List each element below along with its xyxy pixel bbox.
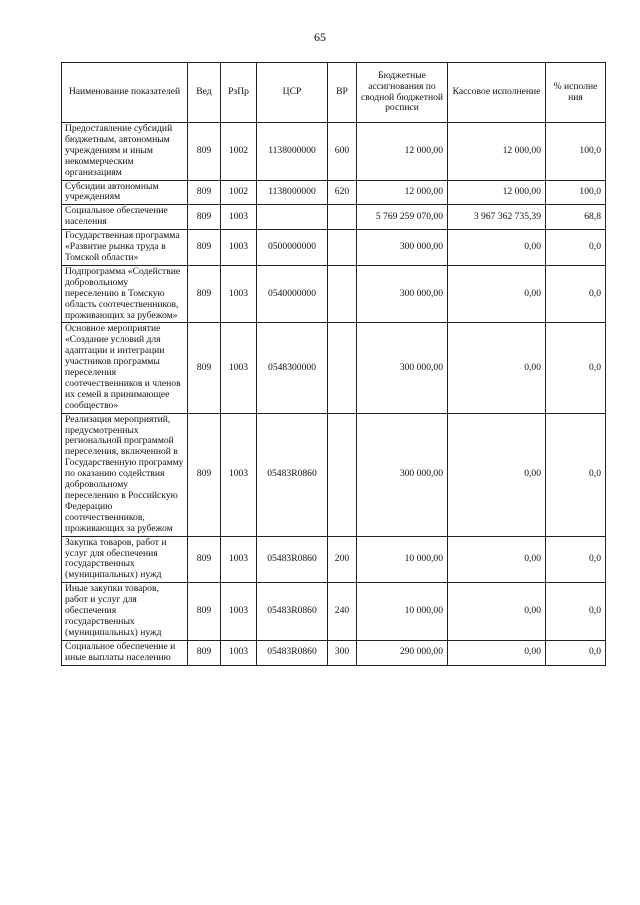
row-budget: 12 000,00 [357, 123, 448, 181]
table-row [62, 536, 606, 583]
row-name: Социальное обеспечение населения [62, 205, 188, 230]
row-rzpr: 1003 [221, 323, 257, 413]
row-name: Государственная программа «Развитие рынка труда в Томской области» [62, 230, 188, 266]
row-csr: 0540000000 [257, 265, 328, 323]
row-budget: 300 000,00 [357, 323, 448, 413]
row-csr: 05483R0860 [257, 640, 328, 665]
row-name: Социальное обеспечение и иные выплаты населению [62, 640, 188, 665]
row-csr: 1138000000 [257, 180, 328, 205]
row-csr: 05483R0860 [257, 536, 328, 583]
row-name: Предоставление субсидий бюджетным, автономным учреждениям и иным некоммерческим организациям [62, 123, 188, 181]
row-cash: 0,00 [448, 230, 546, 266]
row-percent: 100,0 [546, 180, 606, 205]
budget-execution-table [61, 62, 606, 666]
row-rzpr: 1003 [221, 640, 257, 665]
table-row [62, 583, 606, 641]
table-row [62, 640, 606, 665]
row-name: Закупка товаров, работ и услуг для обеспечения государственных (муниципальных) нужд [62, 536, 188, 583]
row-ved: 809 [188, 180, 221, 205]
row-ved: 809 [188, 265, 221, 323]
row-csr: 0548300000 [257, 323, 328, 413]
row-vr [328, 205, 357, 230]
row-budget: 300 000,00 [357, 230, 448, 266]
row-percent: 0,0 [546, 640, 606, 665]
row-rzpr: 1002 [221, 123, 257, 181]
header-budget: Бюджетные ассигнования по сводной бюджетной росписи [357, 63, 448, 123]
row-rzpr: 1003 [221, 413, 257, 536]
row-cash: 0,00 [448, 413, 546, 536]
row-cash: 0,00 [448, 265, 546, 323]
row-cash: 0,00 [448, 640, 546, 665]
row-cash: 0,00 [448, 536, 546, 583]
row-ved: 809 [188, 205, 221, 230]
table-row [62, 180, 606, 205]
row-vr [328, 230, 357, 266]
row-vr: 620 [328, 180, 357, 205]
row-ved: 809 [188, 536, 221, 583]
row-rzpr: 1003 [221, 230, 257, 266]
row-vr: 200 [328, 536, 357, 583]
row-rzpr: 1003 [221, 205, 257, 230]
header-name: Наименование показателей [62, 63, 188, 123]
row-budget: 300 000,00 [357, 413, 448, 536]
row-ved: 809 [188, 323, 221, 413]
table-header-row [62, 63, 606, 123]
row-budget: 10 000,00 [357, 536, 448, 583]
row-cash: 3 967 362 735,39 [448, 205, 546, 230]
row-percent: 0,0 [546, 230, 606, 266]
row-percent: 68,8 [546, 205, 606, 230]
row-budget: 5 769 259 070,00 [357, 205, 448, 230]
row-name: Основное мероприятие «Создание условий для адаптации и интеграции участников программы переселения соотечественников и членов их семей в принимающее сообщество» [62, 323, 188, 413]
row-percent: 0,0 [546, 413, 606, 536]
header-percent: % исполне ния [546, 63, 606, 123]
row-rzpr: 1003 [221, 536, 257, 583]
row-budget: 300 000,00 [357, 265, 448, 323]
row-budget: 10 000,00 [357, 583, 448, 641]
row-csr: 05483R0860 [257, 583, 328, 641]
row-percent: 100,0 [546, 123, 606, 181]
row-name: Иные закупки товаров, работ и услуг для обеспечения государственных (муниципальных) нужд [62, 583, 188, 641]
header-ved: Вед [188, 63, 221, 123]
table-row [62, 323, 606, 413]
row-rzpr: 1003 [221, 265, 257, 323]
row-rzpr: 1002 [221, 180, 257, 205]
row-csr [257, 205, 328, 230]
header-vr: ВР [328, 63, 357, 123]
table-row [62, 205, 606, 230]
row-name: Реализация мероприятий, предусмотренных региональной программой переселения, включенной в Государственную программу по оказанию содействия добровольному переселению в Российскую Федерацию соотечественников, проживающих за рубежом [62, 413, 188, 536]
row-percent: 0,0 [546, 583, 606, 641]
table-row [62, 123, 606, 181]
row-cash: 0,00 [448, 323, 546, 413]
row-percent: 0,0 [546, 265, 606, 323]
row-vr [328, 413, 357, 536]
header-cash: Кассовое исполнение [448, 63, 546, 123]
page-number: 65 [314, 30, 326, 44]
row-csr: 1138000000 [257, 123, 328, 181]
row-vr [328, 265, 357, 323]
table-row [62, 265, 606, 323]
row-csr: 05483R0860 [257, 413, 328, 536]
row-name: Субсидии автономным учреждениям [62, 180, 188, 205]
row-ved: 809 [188, 583, 221, 641]
row-percent: 0,0 [546, 323, 606, 413]
row-vr: 240 [328, 583, 357, 641]
header-rzpr: РзПр [221, 63, 257, 123]
row-cash: 0,00 [448, 583, 546, 641]
row-rzpr: 1003 [221, 583, 257, 641]
row-ved: 809 [188, 123, 221, 181]
row-vr: 600 [328, 123, 357, 181]
row-budget: 290 000,00 [357, 640, 448, 665]
row-budget: 12 000,00 [357, 180, 448, 205]
row-vr: 300 [328, 640, 357, 665]
row-ved: 809 [188, 230, 221, 266]
table-row [62, 413, 606, 536]
row-vr [328, 323, 357, 413]
row-ved: 809 [188, 413, 221, 536]
row-name: Подпрограмма «Содействие добровольному переселению в Томскую область соотечественников, проживающих за рубежом» [62, 265, 188, 323]
row-csr: 0500000000 [257, 230, 328, 266]
row-cash: 12 000,00 [448, 180, 546, 205]
header-csr: ЦСР [257, 63, 328, 123]
table-row [62, 230, 606, 266]
row-ved: 809 [188, 640, 221, 665]
row-cash: 12 000,00 [448, 123, 546, 181]
row-percent: 0,0 [546, 536, 606, 583]
